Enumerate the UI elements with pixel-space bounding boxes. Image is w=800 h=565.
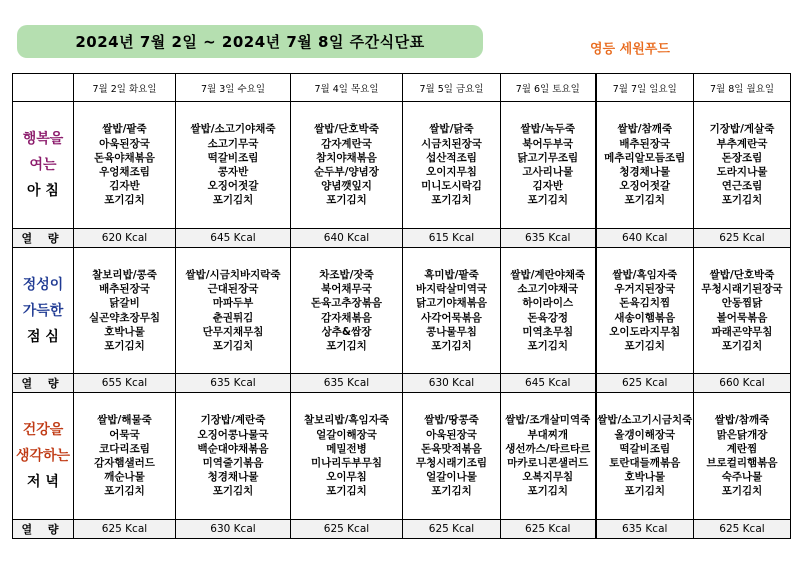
dish-item: 하이라이스 [522, 297, 574, 310]
dish-item: 돈장조림 [721, 151, 763, 164]
dish-item: 돈육맛적볶음 [421, 442, 482, 455]
dish-item: 배추된장국 [99, 283, 150, 296]
day-header: 7월 2일 화요일 [74, 74, 176, 102]
kcal-value: 625 Kcal [694, 229, 791, 248]
dish-item: 시금치된장국 [421, 137, 482, 150]
dish-item: 포기김치 [431, 194, 472, 207]
kcal-value: 620 Kcal [74, 229, 176, 248]
dish-item: 포기김치 [326, 339, 367, 352]
dish-item: 찰보리밥/흑임자죽 [304, 414, 389, 427]
day-header: 7월 6일 토요일 [501, 74, 596, 102]
menu-cell [501, 393, 596, 520]
menu-cell [176, 248, 291, 374]
dish-item: 얼갈이나물 [426, 471, 477, 484]
dish-item: 포기김치 [212, 339, 254, 352]
menu-cell [694, 393, 791, 520]
dish-item: 기장밥/계란죽 [200, 414, 266, 427]
menu-cell [596, 248, 694, 374]
dish-item: 포기김치 [104, 339, 145, 352]
dish-item: 북어두부국 [522, 137, 574, 150]
menu-cell [291, 248, 403, 374]
dish-item: 실곤약초장무침 [88, 311, 160, 324]
dish-item: 오이무침 [326, 471, 367, 484]
dish-item: 돈육김치찜 [619, 297, 671, 310]
dish-item: 감자계란국 [321, 137, 372, 150]
menu-cell [501, 248, 596, 374]
dish-item: 미역초무침 [522, 325, 574, 338]
meal-label-line: 저 녁 [27, 474, 59, 490]
menu-cell [176, 393, 291, 520]
dish-item: 계란찜 [726, 442, 758, 455]
dish-item: 콩자반 [217, 166, 249, 178]
dish-item: 오징어젓갈 [207, 180, 259, 193]
meal-label-line: 여는 [29, 157, 57, 173]
kcal-value: 625 Kcal [596, 374, 694, 393]
dish-item: 연근조림 [721, 180, 763, 193]
dish-item: 마카로니콘샐러드 [507, 457, 589, 469]
day-header: 7월 3일 수요일 [176, 74, 291, 102]
dish-item: 볼어묵볶음 [716, 311, 768, 324]
dish-item: 포기김치 [212, 485, 254, 498]
meal-label-line: 점 심 [27, 328, 59, 345]
kcal-row-lunch [13, 374, 791, 393]
dish-item: 코다리조림 [99, 442, 150, 455]
dish-item: 오이도라지무침 [609, 325, 681, 338]
menu-cell [291, 102, 403, 229]
day-header: 7월 7일 일요일 [596, 74, 694, 102]
dish-item: 기장밥/게살죽 [709, 123, 775, 136]
menu-cell [403, 393, 501, 520]
kcal-value: 645 Kcal [176, 229, 291, 248]
dish-item: 마파두부 [212, 297, 254, 310]
dish-item: 북어채무국 [321, 283, 372, 296]
menu-cell [74, 248, 176, 374]
kcal-value: 625 Kcal [291, 520, 403, 539]
kcal-value: 625 Kcal [501, 520, 596, 539]
dish-item: 아욱된장국 [99, 137, 150, 150]
meal-label-line: 가득한 [22, 302, 64, 319]
kcal-value: 635 Kcal [291, 374, 403, 393]
dish-item: 우엉채조림 [99, 166, 150, 178]
meal-label-line: 건강을 [22, 422, 64, 438]
dish-item: 포기김치 [104, 194, 145, 207]
kcal-value: 630 Kcal [176, 520, 291, 539]
dish-item: 쌀밥/단호박죽 [314, 123, 379, 136]
dish-item: 쌀밥/조개살미역죽 [505, 414, 591, 427]
dish-item: 미니도시락김 [421, 180, 482, 193]
kcal-value: 640 Kcal [291, 229, 403, 248]
meal-label-breakfast [13, 102, 74, 229]
kcal-value: 640 Kcal [596, 229, 694, 248]
dish-item: 백순대야채볶음 [197, 442, 269, 455]
dish-item: 얼갈이해장국 [316, 428, 377, 441]
dish-item: 돈육고추장볶음 [310, 297, 382, 310]
dish-item: 쌀밥/참깨죽 [714, 414, 770, 427]
menu-cell [291, 393, 403, 520]
dish-item: 포기김치 [624, 485, 666, 498]
dish-item: 오징어젓갈 [619, 180, 671, 193]
meal-row-dinner [13, 393, 791, 520]
dish-item: 깨순나물 [104, 471, 145, 484]
dish-item: 섭산적조림 [426, 151, 477, 164]
dish-item: 올갱이해장국 [614, 428, 676, 441]
meal-label-line: 생각하는 [15, 448, 71, 464]
menu-cell [501, 102, 596, 229]
dish-item: 찰보리밥/콩죽 [92, 268, 157, 281]
dish-item: 고사리나물 [522, 166, 574, 178]
dish-item: 쌀밥/땅콩죽 [424, 414, 479, 427]
dish-item: 닭갈비 [109, 297, 140, 310]
dish-item: 포기김치 [104, 485, 145, 498]
page-title [17, 25, 483, 58]
dish-item: 돈육야채볶음 [94, 151, 155, 164]
dish-item: 떡갈비조림 [619, 442, 671, 455]
dish-item: 미나리두부무침 [310, 457, 382, 469]
day-header: 7월 8일 월요일 [694, 74, 791, 102]
kcal-value: 625 Kcal [694, 520, 791, 539]
dish-item: 메추리알모듬조림 [604, 151, 686, 164]
corner-cell [13, 74, 74, 102]
dish-item: 호박나물 [104, 325, 145, 338]
dish-item: 흑미밥/팥죽 [424, 268, 479, 281]
dish-item: 쌀밥/흑임자죽 [612, 268, 678, 281]
dish-item: 쌀밥/계란야채죽 [510, 268, 586, 281]
dish-item: 무청시래기된장국 [701, 283, 783, 296]
dish-item: 부추계란국 [716, 137, 768, 150]
dish-item: 순두부/양념장 [314, 166, 379, 178]
kcal-value: 635 Kcal [501, 229, 596, 248]
kcal-label: 열 량 [13, 229, 74, 248]
dish-item: 오징어콩나물국 [197, 428, 269, 441]
dish-item: 돈육강정 [527, 311, 569, 324]
dish-item: 포기김치 [431, 339, 472, 352]
dish-item: 쌀밥/해물죽 [97, 414, 152, 427]
dish-item: 참치야채볶음 [316, 151, 377, 164]
menu-cell [694, 102, 791, 229]
company-name: 영등 세원푸드 [590, 42, 670, 57]
meal-label-lunch [13, 248, 74, 374]
menu-cell [403, 248, 501, 374]
kcal-value: 645 Kcal [501, 374, 596, 393]
meal-label-line: 아 침 [27, 183, 59, 199]
dish-item: 닭고기무조림 [517, 151, 579, 164]
dish-item: 청경채나물 [207, 471, 259, 484]
dish-item: 소고기무국 [207, 137, 259, 150]
dish-item: 상추&쌈장 [321, 325, 372, 338]
dish-item: 포기김치 [527, 485, 569, 498]
dish-item: 새송이햄볶음 [614, 311, 676, 324]
dish-item: 사각어묵볶음 [421, 311, 482, 324]
dish-item: 무청시래기조림 [415, 457, 487, 469]
dish-item: 호박나물 [624, 471, 666, 484]
kcal-value: 655 Kcal [74, 374, 176, 393]
dish-item: 떡갈비조림 [207, 151, 259, 164]
dish-item: 포기김치 [212, 194, 254, 207]
dish-item: 포기김치 [326, 485, 367, 498]
day-header-row [13, 74, 791, 102]
dish-item: 오이지무침 [426, 166, 477, 178]
dish-item: 배추된장국 [619, 137, 671, 150]
kcal-label: 열 량 [13, 520, 74, 539]
weekly-menu-table [12, 73, 791, 539]
dish-item: 바지락살미역국 [415, 283, 487, 296]
dish-item: 쌀밥/닭죽 [429, 123, 474, 136]
kcal-value: 635 Kcal [596, 520, 694, 539]
dish-item: 포기김치 [624, 339, 666, 352]
kcal-row-dinner [13, 520, 791, 539]
dish-item: 파래곤약무침 [711, 325, 773, 338]
dish-item: 청경채나물 [619, 166, 671, 178]
menu-cell [694, 248, 791, 374]
dish-item: 포기김치 [527, 339, 569, 352]
dish-item: 춘권튀김 [212, 311, 254, 324]
dish-item: 콩나물무침 [426, 325, 477, 338]
dish-item: 어묵국 [109, 428, 140, 441]
menu-cell [176, 102, 291, 229]
dish-item: 우거지된장국 [614, 283, 676, 296]
dish-item: 쌀밥/시금치바지락죽 [185, 268, 281, 281]
dish-item: 안동찜닭 [721, 297, 763, 310]
meal-row-lunch [13, 248, 791, 374]
dish-item: 단무지채무침 [202, 325, 264, 338]
menu-cell [596, 393, 694, 520]
dish-item: 미역줄기볶음 [202, 457, 264, 469]
dish-item: 맑은닭개장 [716, 428, 768, 441]
dish-item: 도라지나물 [716, 166, 768, 178]
dish-item: 포기김치 [721, 485, 763, 498]
menu-cell [403, 102, 501, 229]
dish-item: 오복지무침 [522, 471, 574, 484]
dish-item: 닭고기야채볶음 [415, 297, 487, 310]
menu-cell [74, 393, 176, 520]
dish-item: 생선까스/타르타르 [505, 442, 591, 455]
meal-label-line: 행복을 [22, 131, 64, 147]
kcal-row-breakfast [13, 229, 791, 248]
dish-item: 아욱된장국 [426, 428, 477, 441]
dish-item: 부대찌개 [527, 428, 569, 441]
title-text: 2024년 7월 2일 ~ 2024년 7월 8일 주간식단표 [75, 33, 425, 51]
dish-item: 포기김치 [431, 485, 472, 498]
dish-item: 브로컬리햄볶음 [706, 457, 778, 469]
meal-row-breakfast [13, 102, 791, 229]
dish-item: 쌀밥/팥죽 [102, 123, 147, 136]
meal-label-line: 정성이 [22, 276, 64, 293]
dish-item: 토란대들깨볶음 [609, 457, 681, 469]
dish-item: 쌀밥/소고기시금치죽 [597, 414, 693, 427]
kcal-value: 630 Kcal [403, 374, 501, 393]
dish-item: 양념깻잎지 [321, 180, 372, 193]
dish-item: 쌀밥/소고기야채죽 [190, 123, 276, 136]
dish-item: 김자반 [109, 180, 140, 193]
day-header: 7월 4일 목요일 [291, 74, 403, 102]
kcal-value: 625 Kcal [403, 520, 501, 539]
kcal-value: 635 Kcal [176, 374, 291, 393]
dish-item: 메밀전병 [326, 442, 367, 455]
dish-item: 감자채볶음 [321, 311, 372, 324]
dish-item: 쌀밥/녹두죽 [520, 123, 576, 136]
dish-item: 차조밥/잣죽 [319, 268, 374, 281]
dish-item: 포기김치 [326, 194, 367, 207]
dish-item: 소고기야채국 [517, 283, 579, 296]
menu-cell [74, 102, 176, 229]
dish-item: 숙주나물 [721, 471, 763, 484]
kcal-value: 615 Kcal [403, 229, 501, 248]
kcal-value: 625 Kcal [74, 520, 176, 539]
dish-item: 포기김치 [624, 194, 666, 207]
dish-item: 근대된장국 [207, 283, 259, 296]
kcal-label: 열 량 [13, 374, 74, 393]
dish-item: 김자반 [532, 180, 563, 193]
meal-label-dinner [13, 393, 74, 520]
dish-item: 쌀밥/단호박죽 [709, 268, 775, 281]
dish-item: 포기김치 [721, 194, 763, 207]
dish-item: 쌀밥/참깨죽 [617, 123, 673, 136]
menu-cell [596, 102, 694, 229]
kcal-value: 660 Kcal [694, 374, 791, 393]
day-header: 7월 5일 금요일 [403, 74, 501, 102]
dish-item: 포기김치 [527, 194, 569, 207]
dish-item: 포기김치 [721, 339, 763, 352]
dish-item: 감자햄샐러드 [94, 457, 155, 469]
